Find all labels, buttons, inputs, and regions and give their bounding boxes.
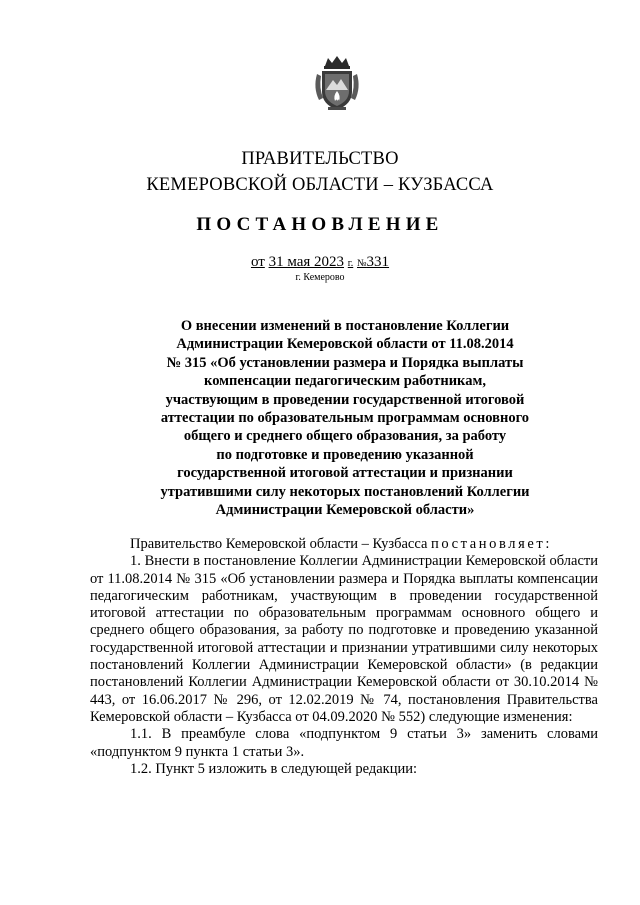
document-subject: [140, 317, 550, 519]
subject-line: О внесении изменений в постановление Коллегии: [180, 318, 510, 334]
document-date-number: [0, 254, 640, 271]
coat-of-arms-icon: [311, 54, 363, 114]
document-body: [90, 536, 598, 778]
subject-line: аттестации по образовательным программам основного: [160, 410, 530, 427]
subject-line: компенсации педагогическим работникам,: [204, 373, 486, 390]
date-prefix: от: [250, 254, 265, 270]
number-sign: №: [357, 258, 367, 269]
subject-line: № 315 «Об установлении размера и Порядка выплаты: [166, 354, 524, 371]
preamble-paragraph: [90, 536, 598, 553]
subject-line: по подготовке и проведению указанной: [216, 446, 474, 463]
government-name-line1: ПРАВИТЕЛЬСТВО: [241, 149, 399, 169]
paragraph-1-1: 1.1. В преамбуле слова «подпунктом 9 статьи 3» заменить словами «подпунктом 9 пункта 1 статьи 3».: [90, 726, 598, 760]
subject-line: государственной итоговой аттестации и признании: [177, 465, 513, 482]
document-number: 331: [366, 254, 390, 270]
subject-line: Администрации Кемеровской области от 11.08.2014: [176, 336, 514, 353]
year-suffix: г.: [347, 258, 354, 269]
subject-line: утратившими силу некоторых постановлений Коллегии: [160, 483, 530, 500]
preamble-verb: постановляет:: [431, 536, 552, 552]
paragraph-1-2: 1.2. Пункт 5 изложить в следующей редакции:: [130, 760, 418, 777]
subject-line: общего и среднего общего образования, за работу: [183, 428, 507, 445]
document-city: г. Кемерово: [295, 272, 345, 283]
document-type-title: ПОСТАНОВЛЕНИЕ: [196, 214, 444, 235]
paragraph-1: 1. Внести в постановление Коллегии Администрации Кемеровской области от 11.08.2014 № 315 «Об установлении размера и Порядка выплаты компенсации педагогическим работникам, участвующим в проведении государственной итоговой аттестации по образовательным программам основного общего и среднего общего образования, за работу по подготовке и проведению указанной государственной итоговой аттестации и признании утратившими силу некоторых постановлений Коллегии Администрации Кемеровской области» (в редакции постановлений Коллегии Администрации Кемеровской области от 30.10.2014 № 443, от 16.06.2017 № 296, от 12.02.2019 № 74, постановления Правительства Кемеровской области – Кузбасса от 04.09.2020 № 552) следующие изменения:: [90, 553, 598, 725]
document-date: 31 мая 2023: [268, 254, 345, 270]
subject-line: участвующим в проведении государственной итоговой: [165, 391, 525, 408]
government-name-line2: КЕМЕРОВСКОЙ ОБЛАСТИ – КУЗБАССА: [146, 175, 494, 195]
preamble-text: Правительство Кемеровской области – Кузбасса: [130, 536, 428, 552]
subject-line: Администрации Кемеровской области»: [215, 502, 475, 519]
